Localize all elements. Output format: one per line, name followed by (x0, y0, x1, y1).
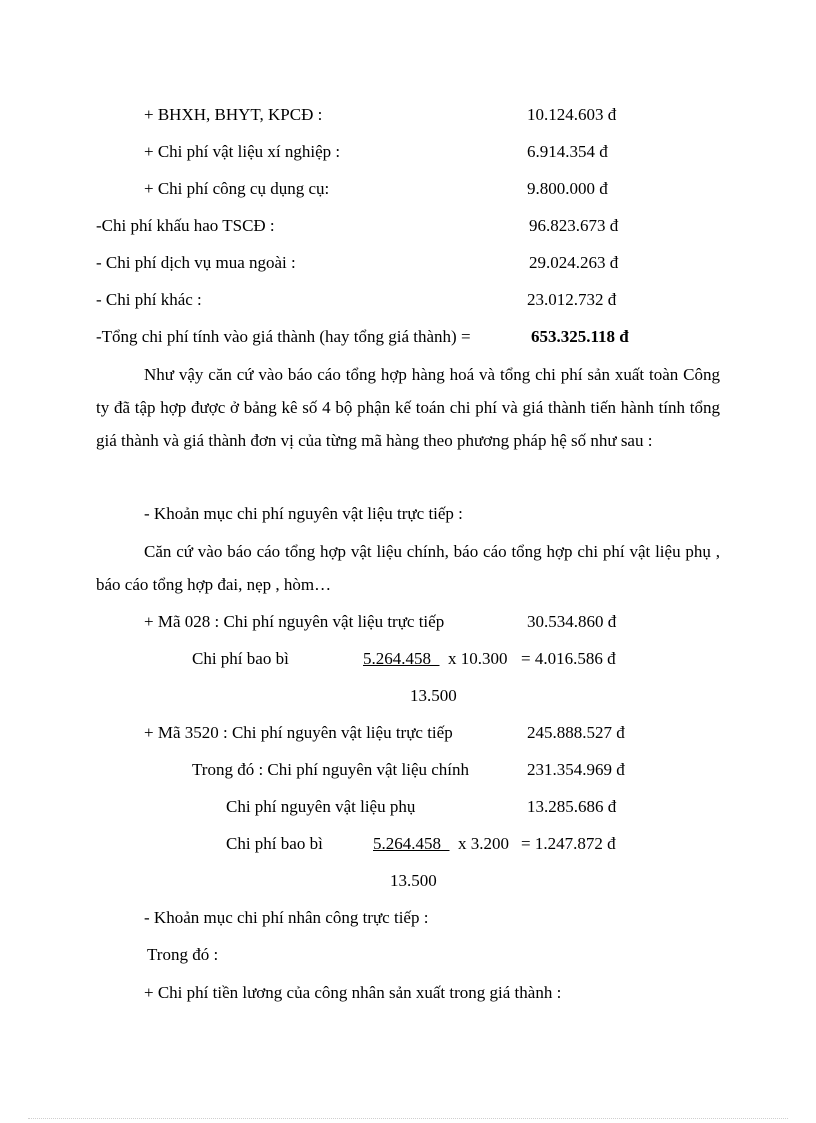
trongdo-chinh-value: 231.354.969 đ (527, 760, 625, 779)
total-label: -Tổng chi phí tính vào giá thành (hay tổng giá thành) = (96, 327, 471, 346)
page-bottom-divider (28, 1118, 788, 1119)
ma3520-label: + Mã 3520 : Chi phí nguyên vật liệu trực tiếp (144, 723, 453, 742)
row-bhxh-value: 10.124.603 đ (527, 105, 617, 124)
baobi2-denominator: 13.500 (390, 871, 437, 890)
row-khac-label: - Chi phí khác : (96, 290, 202, 309)
row-congcu-label: + Chi phí công cụ dụng cụ: (144, 179, 330, 198)
phu-value: 13.285.686 đ (527, 797, 617, 816)
baobi1-label: Chi phí bao bì (192, 649, 289, 668)
paragraph-cancu-text: Căn cứ vào báo cáo tổng hợp vật liệu chính, báo cáo tổng hợp chi phí vật liệu phụ , báo cáo tổng hợp đai, nẹp , hòm… (96, 542, 720, 594)
baobi2-result: = 1.247.872 đ (521, 834, 616, 853)
row-dichvu-label: - Chi phí dịch vụ mua ngoài : (96, 253, 296, 272)
row-vatlieu-value: 6.914.354 đ (527, 142, 608, 161)
row-vatlieu-label: + Chi phí vật liệu xí nghiệp : (144, 142, 341, 161)
baobi2-label: Chi phí bao bì (226, 834, 323, 853)
baobi2-numerator: 5.264.458 (373, 834, 450, 853)
row-khauhao-value: 96.823.673 đ (529, 216, 619, 235)
row-bhxh-label: + BHXH, BHYT, KPCĐ : (144, 105, 323, 124)
baobi1-result: = 4.016.586 đ (521, 649, 616, 668)
paragraph-intro (96, 358, 720, 457)
ma028-label: + Mã 028 : Chi phí nguyên vật liệu trực tiếp (144, 612, 445, 631)
baobi2-mult: x 3.200 (458, 834, 509, 853)
trongdo-nhancong: Trong đó : (147, 945, 219, 964)
row-khac-value: 23.012.732 đ (527, 290, 617, 309)
baobi1-denominator: 13.500 (410, 686, 457, 705)
tienluong-line: + Chi phí tiền lương của công nhân sản xuất trong giá thành : (144, 983, 562, 1002)
row-dichvu-value: 29.024.263 đ (529, 253, 619, 272)
row-congcu-value: 9.800.000 đ (527, 179, 608, 198)
phu-label: Chi phí nguyên vật liệu phụ (226, 797, 416, 816)
heading-nhancong: - Khoản mục chi phí nhân công trực tiếp : (144, 908, 429, 927)
paragraph-intro-text: Như vậy căn cứ vào báo cáo tổng hợp hàng hoá và tổng chi phí sản xuất toàn Công ty đã tập hợp được ở bảng kê số 4 bộ phận kế toán chi phí và giá thành tiến hành tính tổng giá thành và giá thành đơn vị của từng mã hàng theo phương pháp hệ số như sau : (96, 365, 720, 450)
trongdo-chinh-label: Trong đó : Chi phí nguyên vật liệu chính (192, 760, 470, 779)
row-khauhao-label: -Chi phí khấu hao TSCĐ : (96, 216, 275, 235)
ma028-value: 30.534.860 đ (527, 612, 617, 631)
ma3520-value: 245.888.527 đ (527, 723, 625, 742)
total-value: 653.325.118 đ (531, 327, 629, 346)
heading-nvl: - Khoản mục chi phí nguyên vật liệu trực tiếp : (144, 504, 463, 523)
paragraph-cancu (96, 535, 720, 601)
baobi1-numerator: 5.264.458 (363, 649, 440, 668)
baobi1-mult: x 10.300 (448, 649, 508, 668)
